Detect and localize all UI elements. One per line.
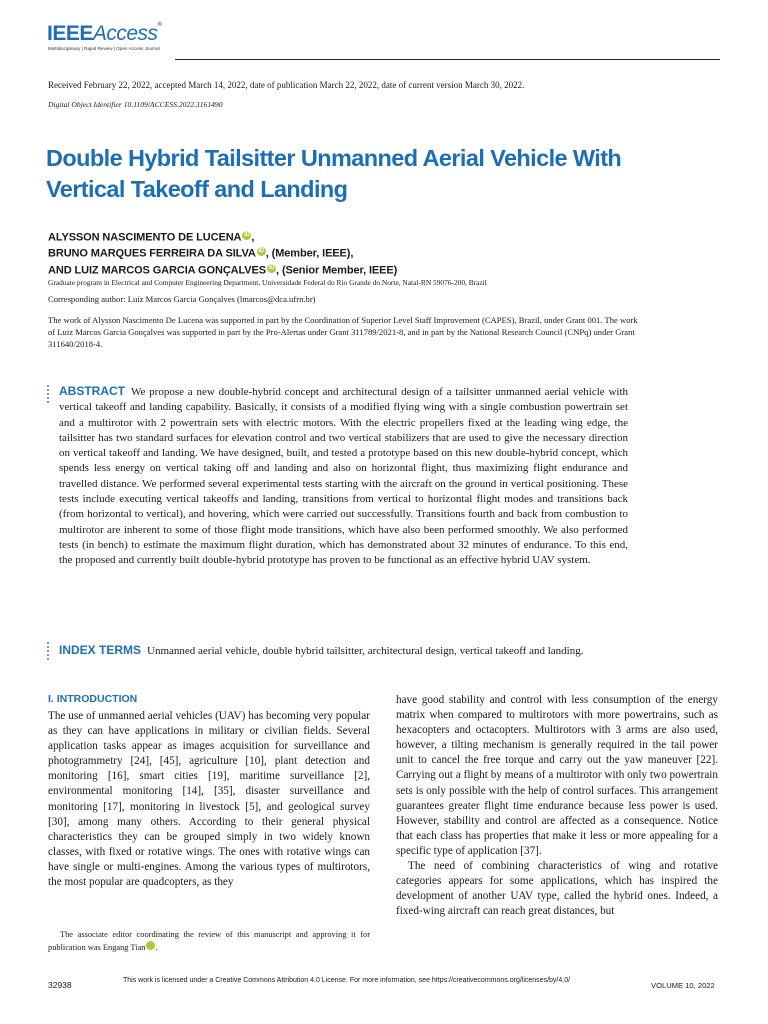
abstract-marker-icon	[47, 385, 49, 403]
license-notice[interactable]: This work is licensed under a Creative Commons Attribution 4.0 License. For more information, see https://creativecommons.org/licenses/by/4.0/	[123, 977, 571, 984]
author-line-3	[48, 264, 397, 277]
author-line-2	[48, 247, 353, 260]
intro-paragraph: The use of unmanned aerial vehicles (UAV) has becoming very popular as they can have applications in military or civilian fields. Several application tasks appear as images acquisition for surveillance and photogrammetry [24], [45], agriculture [10], plant detection and monitoring [16], smart cities [19], maritime surveillance [2], environmental monitoring [14], [35], disaster surveillance and monitoring [17], monitoring in livestock [5], and geological survey [30], among many others. According to their general physical characteristics they can be grouped simply in two widely known classes, with fixed or rotative wings. The ones with rotative wings can have single or multi-engines. Among the various types of multirotors, the most popular are quadcopters, as they	[48, 710, 370, 889]
funding-statement: The work of Alysson Nascimento De Lucena was supported in part by the Coordination of Superior Level Staff Improvement (CAPES), Brazil, under Grant 001. The work of Luiz Marcos Garcia Gonçalves was supported in part by the Pro-Alertas under Grant 311789/2021-8, and in part by the National Research Council (CNPq) under Grant 311640/2018-4.	[48, 315, 638, 349]
journal-logo	[47, 22, 161, 46]
footnote-text: The associate editor coordinating the review of this manuscript and approving it for publication was Engang Tian	[48, 930, 370, 952]
received-dates: Received February 22, 2022, accepted March 14, 2022, date of publication March 22, 2022, date of current version March 30, 2022.	[48, 80, 525, 90]
trademark-mark: ®	[157, 22, 162, 28]
header-divider	[175, 59, 720, 60]
affiliation: Graduate program in Electrical and Computer Engineering Department, Universidade Federal do Rio Grande do Norte, Natal-RN 59076-200, Brazil	[48, 278, 487, 287]
journal-tagline: Multidisciplinary | Rapid Review | Open Access Journal	[48, 46, 160, 51]
logo-journal-name: Access	[92, 22, 158, 45]
abstract-text: We propose a new double-hybrid concept and architectural design of a tailsitter unmanned aerial vehicle with vertical takeoff and landing capability. Basically, it consists of a modified flying wing with a single combustion powertrain set and a multirotor with 2 powertrain sets with electric motors. With the electric propellers fixed at the leading wing edge, the tailsitter has two standard surfaces for elevation control and two vertical stabilizers that are used to give the necessary direction on vertical takeoff and landing. We have designed, built, and tested a prototype based on this new double-hybrid concept, which spends less energy on vertical taking off and landing and also on horizontal flight, thus maximizing flight endurance and travelled distance. We performed several experimental tests starting with the aircraft on the ground in vertical positioning. These tests include executing vertical takeoffs and landing, transitions from vertical to horizontal flight modes and transitions back (from horizontal to vertical), and hovering, which were carried out successfully. Transitions fourth and back from combustion to multirotor are inherent to some of those flight mode transitions, which have also been performed smoothly. We also performed tests (in bench) to estimate the maximum flight duration, which has demonstrated about 32 minutes of endurance. To this end, the proposed and currently built double-hybrid prototype has proven to be functional as an effective hybrid UAV system.	[59, 386, 628, 567]
author-name: ALYSSON NASCIMENTO DE LUCENA	[48, 231, 242, 244]
right-column	[396, 693, 718, 919]
logo-brand: IEEE	[47, 22, 93, 45]
index-terms-text: Unmanned aerial vehicle, double hybrid tailsitter, architectural design, vertical takeoff and landing.	[147, 645, 584, 657]
index-terms-label: INDEX TERMS	[59, 643, 142, 657]
author-suffix: ,	[251, 231, 255, 244]
index-terms	[59, 643, 628, 659]
section-heading: I. INTRODUCTION	[48, 693, 138, 705]
volume-info: VOLUME 10, 2022	[651, 981, 715, 990]
orcid-icon[interactable]: iD	[243, 232, 250, 238]
editor-footnote	[48, 928, 370, 954]
author-name: AND LUIZ MARCOS GARCIA GONÇALVES	[48, 264, 267, 277]
orcid-icon[interactable]: iD	[258, 248, 265, 254]
left-column	[48, 709, 370, 890]
index-terms-marker-icon	[47, 642, 49, 660]
author-suffix: , (Member, IEEE),	[265, 247, 354, 260]
intro-paragraph: have good stability and control with less consumption of the energy matrix when compared to multirotors with more powertrains, such as hexacopters and octacopters. Multirotors with 3 arms are also used, however, a tilting mechanism is generally required in the tail power unit to cancel the free torque and carry out the yaw maneuver [22]. Carrying out a flight by means of a multirotor with only two powertrain sets is only possible with the help of control surfaces. This arrangement guarantees greater flight time endurance because less power is used. However, stability and control are affected as a consequence. Notice that each class has properties that make it less or more appealing for a specific type of application [37].	[396, 694, 718, 857]
author-line-1	[48, 231, 254, 244]
abstract-label: ABSTRACT	[59, 384, 125, 398]
page-number: 32938	[48, 980, 72, 990]
orcid-icon[interactable]: iD	[146, 941, 155, 950]
orcid-icon[interactable]: iD	[268, 265, 275, 271]
author-suffix: , (Senior Member, IEEE)	[276, 264, 398, 277]
intro-paragraph: The need of combining characteristics of wing and rotative categories appears for some applications, which has inspired the development of another UAV type, called the hybrid ones. Indeed, a fixed-wing aircraft can reach great distances, but	[396, 860, 718, 918]
abstract	[59, 384, 628, 569]
footnote-end: .	[155, 943, 158, 952]
doi-line[interactable]: Digital Object Identifier 10.1109/ACCESS.2022.3161490	[48, 100, 223, 109]
paper-title: Double Hybrid Tailsitter Unmanned Aerial Vehicle With Vertical Takeoff and Landing	[46, 145, 622, 202]
author-name: BRUNO MARQUES FERREIRA DA SILVA	[48, 247, 256, 260]
corresponding-author: Corresponding author: Luiz Marcos Garcia Gonçalves (lmarcos@dca.ufrn.br)	[48, 294, 316, 304]
